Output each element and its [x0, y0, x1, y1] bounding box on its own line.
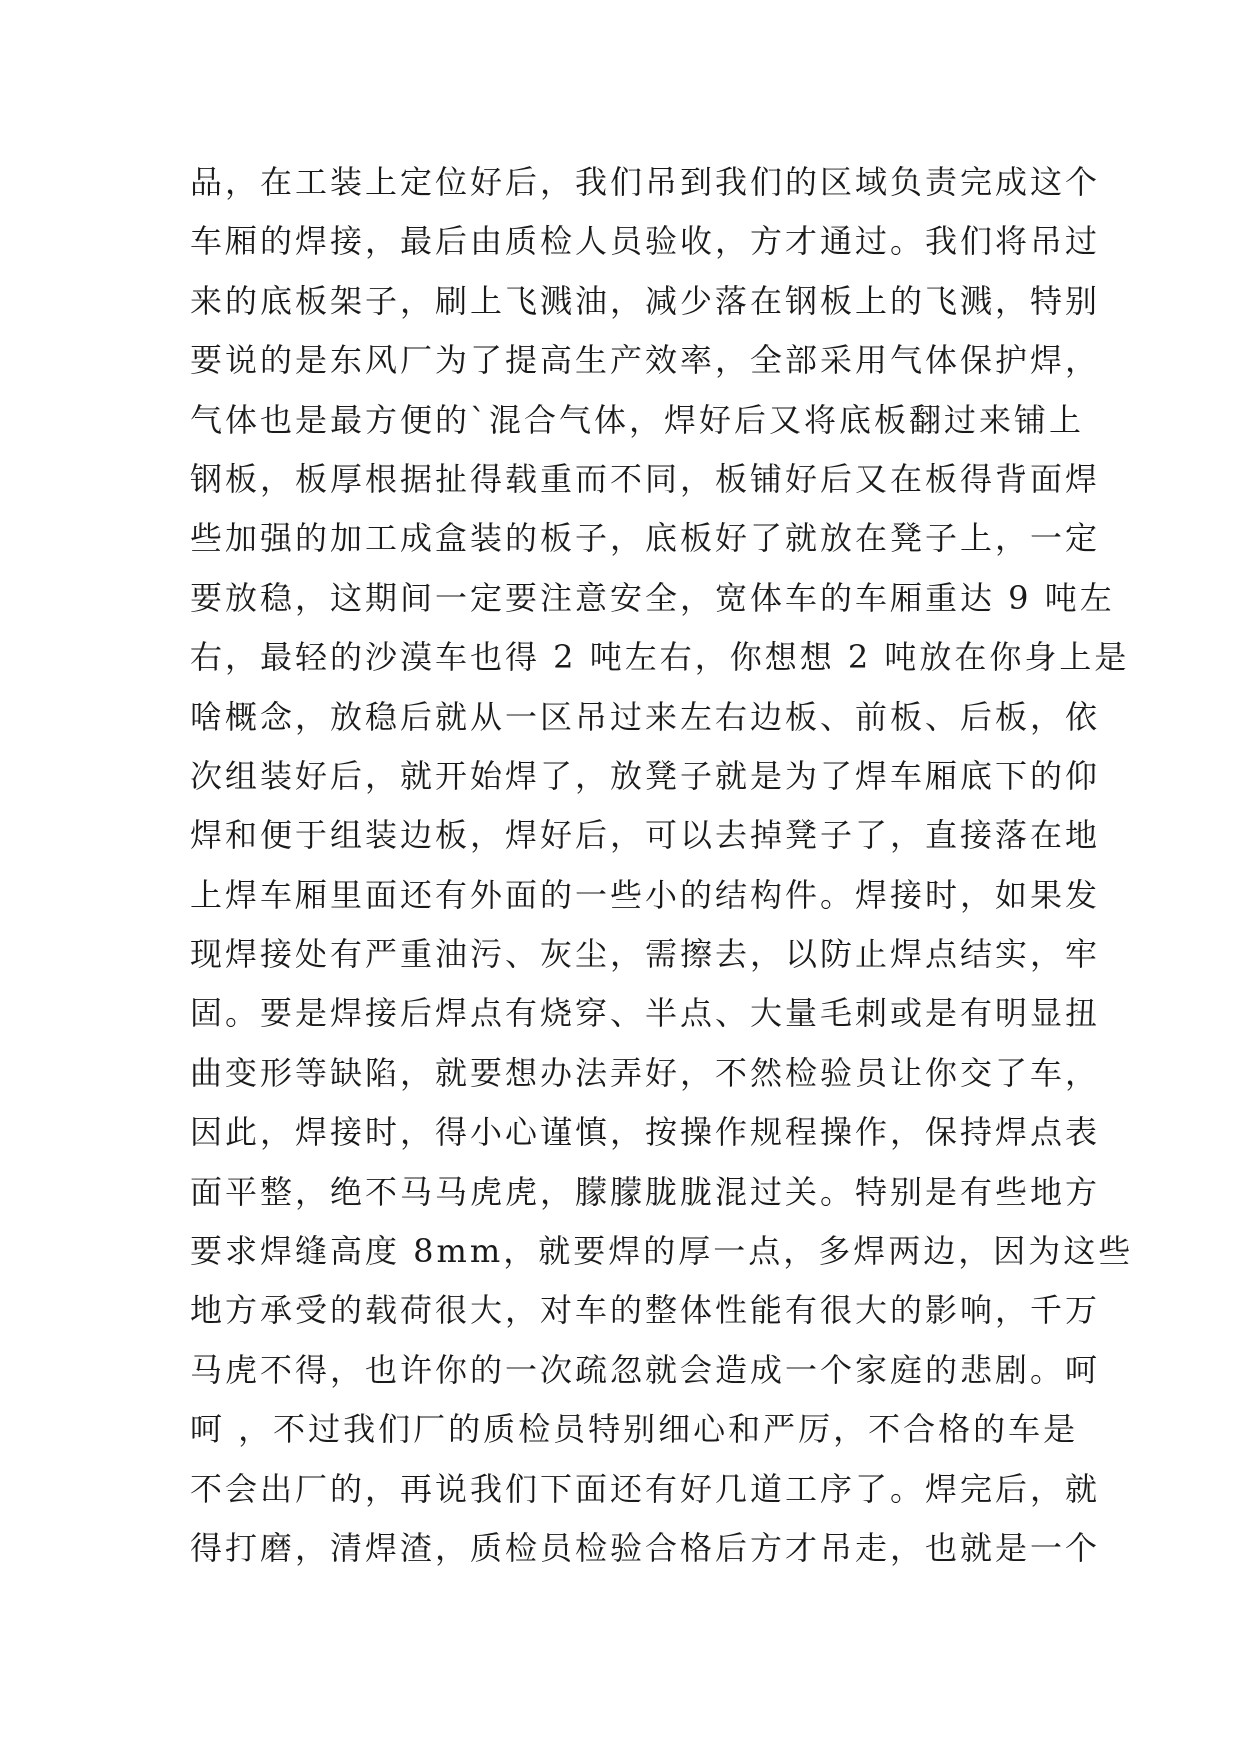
text-line: 品，在工装上定位好后，我们吊到我们的区域负责完成这个 — [190, 163, 1101, 201]
text-line: 右，最轻的沙漠车也得 2 吨左右，你想想 2 吨放在你身上是 — [190, 638, 1130, 677]
text-line: 得打磨，清焊渣，质检员检验合格后方才吊走，也就是一个 — [190, 1528, 1101, 1567]
text-line: 次组装好后，就开始焊了，放凳子就是为了焊车厢底下的仰 — [190, 756, 1101, 795]
text-line: 车厢的焊接，最后由质检人员验收，方才通过。我们将吊过 — [190, 222, 1101, 261]
text-line: 曲变形等缺陷，就要想办法弄好，不然检验员让你交了车， — [190, 1053, 1101, 1092]
text-line: 马虎不得，也许你的一次疏忽就会造成一个家庭的悲剧。呵 — [190, 1350, 1101, 1389]
text-line: 钢板，板厚根据扯得载重而不同，板铺好后又在板得背面焊 — [190, 459, 1101, 498]
text-line: 啥概念，放稳后就从一区吊过来左右边板、前板、后板，依 — [190, 697, 1101, 736]
text-line: 要求焊缝高度 8mm，就要焊的厚一点，多焊两边，因为这些 — [190, 1232, 1134, 1271]
text-line: 面平整，绝不马马虎虎，朦朦胧胧混过关。特别是有些地方 — [190, 1172, 1101, 1211]
text-line: 来的底板架子，刷上飞溅油，减少落在钢板上的飞溅，特别 — [190, 281, 1101, 320]
text-line: 气体也是最方便的`混合气体，焊好后又将底板翻过来铺上 — [190, 400, 1085, 439]
text-line: 要放稳，这期间一定要注意安全，宽体车的车厢重达 9 吨左 — [190, 578, 1115, 617]
body-text — [190, 163, 1134, 1588]
text-line: 地方承受的载荷很大，对车的整体性能有很大的影响，千万 — [190, 1291, 1101, 1330]
text-line: 不会出厂的，再说我们下面还有好几道工序了。焊完后，就 — [190, 1469, 1101, 1508]
text-line: 要说的是东风厂为了提高生产效率，全部采用气体保护焊， — [190, 341, 1101, 380]
text-line: 上焊车厢里面还有外面的一些小的结构件。焊接时，如果发 — [190, 875, 1101, 914]
text-line: 现焊接处有严重油污、灰尘，需擦去，以防止焊点结实，牢 — [190, 935, 1101, 974]
text-line: 因此，焊接时，得小心谨慎，按操作规程操作，保持焊点表 — [190, 1113, 1101, 1152]
text-line: 焊和便于组装边板，焊好后，可以去掉凳子了，直接落在地 — [190, 816, 1101, 855]
text-line: 些加强的加工成盒装的板子，底板好了就放在凳子上，一定 — [190, 519, 1101, 558]
text-line: 固。要是焊接后焊点有烧穿、半点、大量毛刺或是有明显扭 — [190, 994, 1101, 1033]
text-line: 呵 ，不过我们厂的质检员特别细心和严厉，不合格的车是 — [190, 1410, 1079, 1449]
